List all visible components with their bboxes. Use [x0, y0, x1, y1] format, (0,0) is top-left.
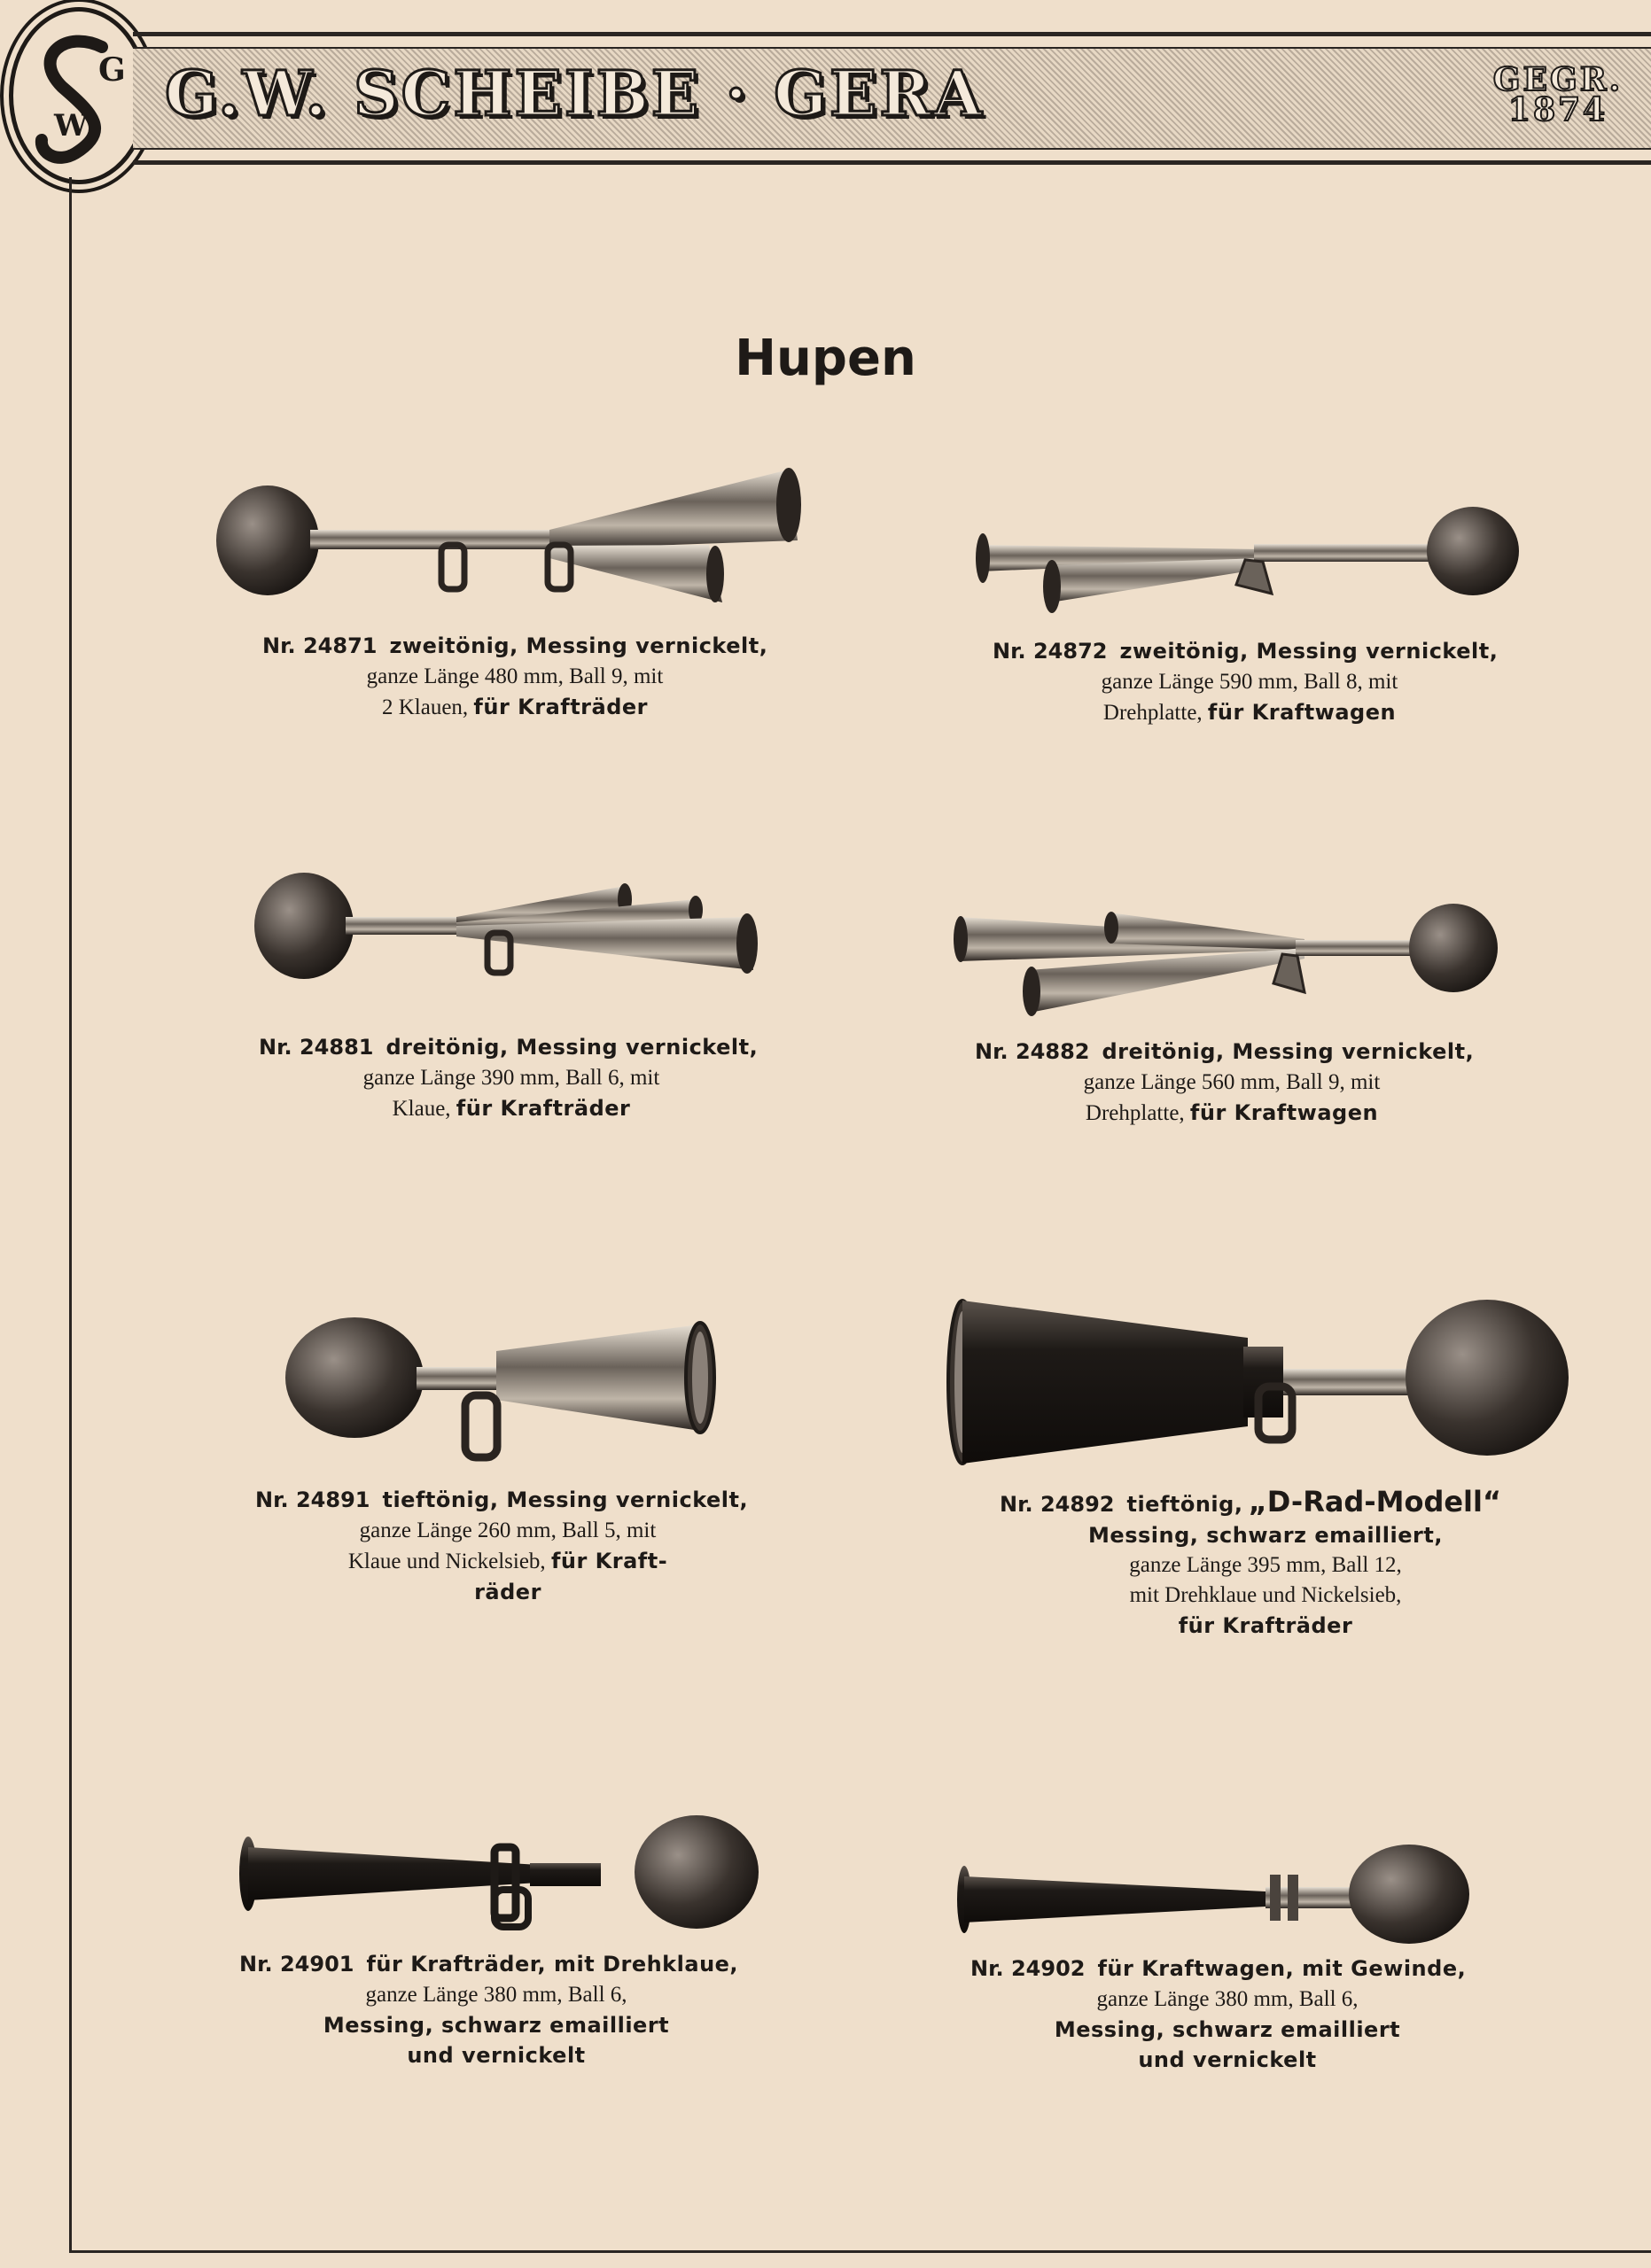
horn-24892-illustration	[946, 1298, 1571, 1471]
product-length: ganze Länge 395 mm, Ball 12,	[1129, 1553, 1402, 1577]
product-length: ganze Länge 480 mm, Ball 9, mit	[366, 664, 664, 688]
product-mount: Drehplatte,	[1085, 1101, 1185, 1125]
product-use: für Kraftwagen	[1189, 1100, 1379, 1125]
product-caption-24902	[970, 1953, 1484, 2075]
horn-24902-illustration	[955, 1843, 1474, 1945]
page-title: Hupen	[735, 330, 916, 387]
product-caption-24892	[1000, 1487, 1531, 1641]
product-mount: Klaue und Nickelsieb,	[347, 1550, 546, 1573]
product-desc: dreitönig, Messing vernickelt,	[1102, 1039, 1475, 1064]
horn-24881-illustration	[253, 873, 767, 979]
product-desc: für Kraftwagen, mit Gewinde,	[1097, 1956, 1467, 1981]
header-banner	[133, 32, 1651, 165]
product-number: Nr. 24891	[255, 1487, 370, 1512]
product-use: für Krafträder	[456, 1096, 631, 1121]
company-logo-seal	[9, 7, 149, 184]
product-number: Nr. 24872	[993, 639, 1108, 664]
product-use-cont: räder	[474, 1580, 541, 1604]
product-number: Nr. 24882	[975, 1039, 1090, 1064]
product-mount: Klaue,	[392, 1097, 451, 1121]
product-finish: und vernickelt	[1138, 2047, 1317, 2072]
product-caption-24881	[259, 1032, 764, 1124]
product-desc: tieftönig, Messing vernickelt,	[382, 1487, 749, 1512]
founded-text: GEGR.	[1492, 61, 1624, 98]
product-length: ganze Länge 590 mm, Ball 8, mit	[1101, 670, 1398, 694]
product-desc: tieftönig,	[1126, 1492, 1243, 1517]
product-length: ganze Länge 260 mm, Ball 5, mit	[359, 1518, 657, 1542]
product-length: ganze Länge 380 mm, Ball 6,	[365, 1983, 627, 2007]
product-material: Messing, schwarz emailliert,	[1088, 1523, 1443, 1548]
product-length: ganze Länge 560 mm, Ball 9, mit	[1083, 1070, 1381, 1094]
horn-24891-illustration	[284, 1316, 722, 1466]
horn-24872-illustration	[970, 505, 1520, 620]
product-desc: dreitönig, Messing vernickelt,	[385, 1035, 759, 1060]
product-mount: Drehplatte,	[1102, 701, 1203, 725]
product-caption-24871	[262, 631, 767, 723]
product-desc: zweitönig, Messing vernickelt,	[1119, 639, 1499, 664]
founded-label	[1491, 61, 1624, 128]
product-number: Nr. 24901	[239, 1952, 354, 1977]
product-material: Messing, schwarz emailliert	[1054, 2017, 1401, 2042]
product-number: Nr. 24871	[262, 633, 378, 658]
product-caption-24891	[255, 1485, 760, 1607]
company-name: G.W. SCHEIBE · GERA	[165, 57, 985, 130]
product-length: ganze Länge 390 mm, Ball 6, mit	[362, 1066, 660, 1090]
monogram-icon	[13, 12, 144, 180]
product-caption-24901	[239, 1949, 753, 2070]
product-caption-24882	[975, 1037, 1489, 1129]
product-finish: und vernickelt	[407, 2043, 586, 2068]
product-mount: 2 Klauen,	[381, 695, 469, 719]
product-mount: mit Drehklaue und Nickelsieb,	[1129, 1583, 1402, 1607]
product-desc: für Krafträder, mit Drehklaue,	[366, 1952, 739, 1977]
founded-year: 1874	[1507, 91, 1608, 128]
product-use: für Krafträder	[1178, 1613, 1353, 1638]
product-number: Nr. 24902	[970, 1956, 1086, 1981]
svg-text:W: W	[54, 108, 89, 144]
product-number: Nr. 24881	[259, 1035, 374, 1060]
product-desc: zweitönig, Messing vernickelt,	[389, 633, 768, 658]
product-use: für Kraftwagen	[1207, 700, 1397, 725]
product-number: Nr. 24892	[1000, 1492, 1115, 1517]
product-use: für Krafträder	[473, 695, 649, 719]
product-caption-24872	[993, 636, 1507, 728]
product-use: für Kraft-	[550, 1549, 668, 1573]
product-model-name: „D-Rad-Modell“	[1248, 1485, 1502, 1518]
svg-text:G: G	[98, 51, 126, 89]
product-material: Messing, schwarz emailliert	[323, 2013, 670, 2038]
horn-24901-illustration	[238, 1812, 760, 1936]
horn-24882-illustration	[950, 899, 1499, 1028]
horn-24871-illustration	[213, 461, 806, 611]
product-length: ganze Länge 380 mm, Ball 6,	[1096, 1987, 1359, 2011]
